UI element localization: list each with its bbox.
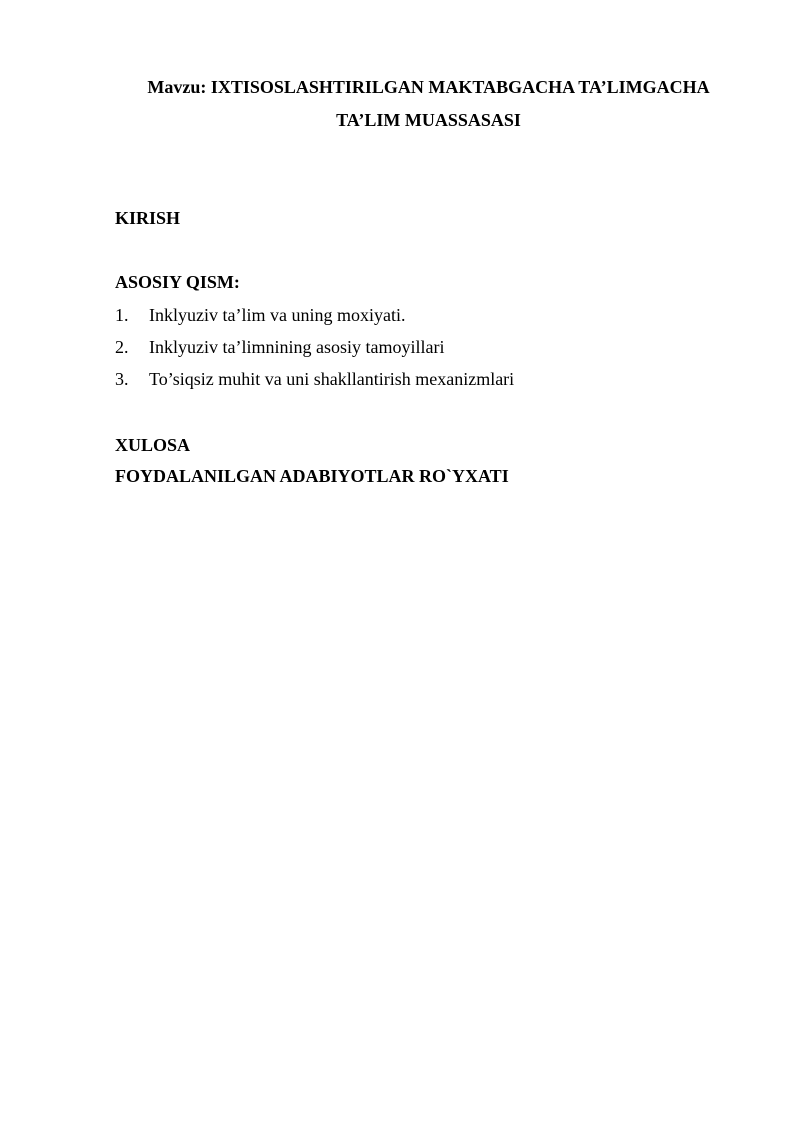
- list-item-number: 1.: [115, 305, 129, 325]
- list-item-text: Inklyuziv ta’limnining asosiy tamoyillari: [149, 337, 445, 357]
- list-item: [115, 304, 514, 336]
- main-part-list: [115, 304, 514, 400]
- list-item: [115, 368, 514, 400]
- list-item-text: To’siqsiz muhit va uni shakllantirish mexanizmlari: [149, 369, 515, 389]
- conclusion-heading: XULOSA: [115, 435, 191, 455]
- main-part-heading: ASOSIY QISM:: [115, 272, 240, 292]
- list-item: [115, 336, 514, 368]
- references-heading: FOYDALANILGAN ADABIYOTLAR RO`YXATI: [115, 466, 509, 486]
- list-item-text: Inklyuziv ta’lim va uning moxiyati.: [149, 305, 406, 325]
- title-line-1: Mavzu: IXTISOSLASHTIRILGAN MAKTABGACHA TA’LIMGACHA: [147, 77, 710, 97]
- document-title: [115, 71, 742, 137]
- list-item-number: 2.: [115, 337, 129, 357]
- intro-heading: KIRISH: [115, 208, 181, 228]
- list-item-number: 3.: [115, 369, 129, 389]
- title-line-2: TA’LIM MUASSASASI: [336, 110, 521, 130]
